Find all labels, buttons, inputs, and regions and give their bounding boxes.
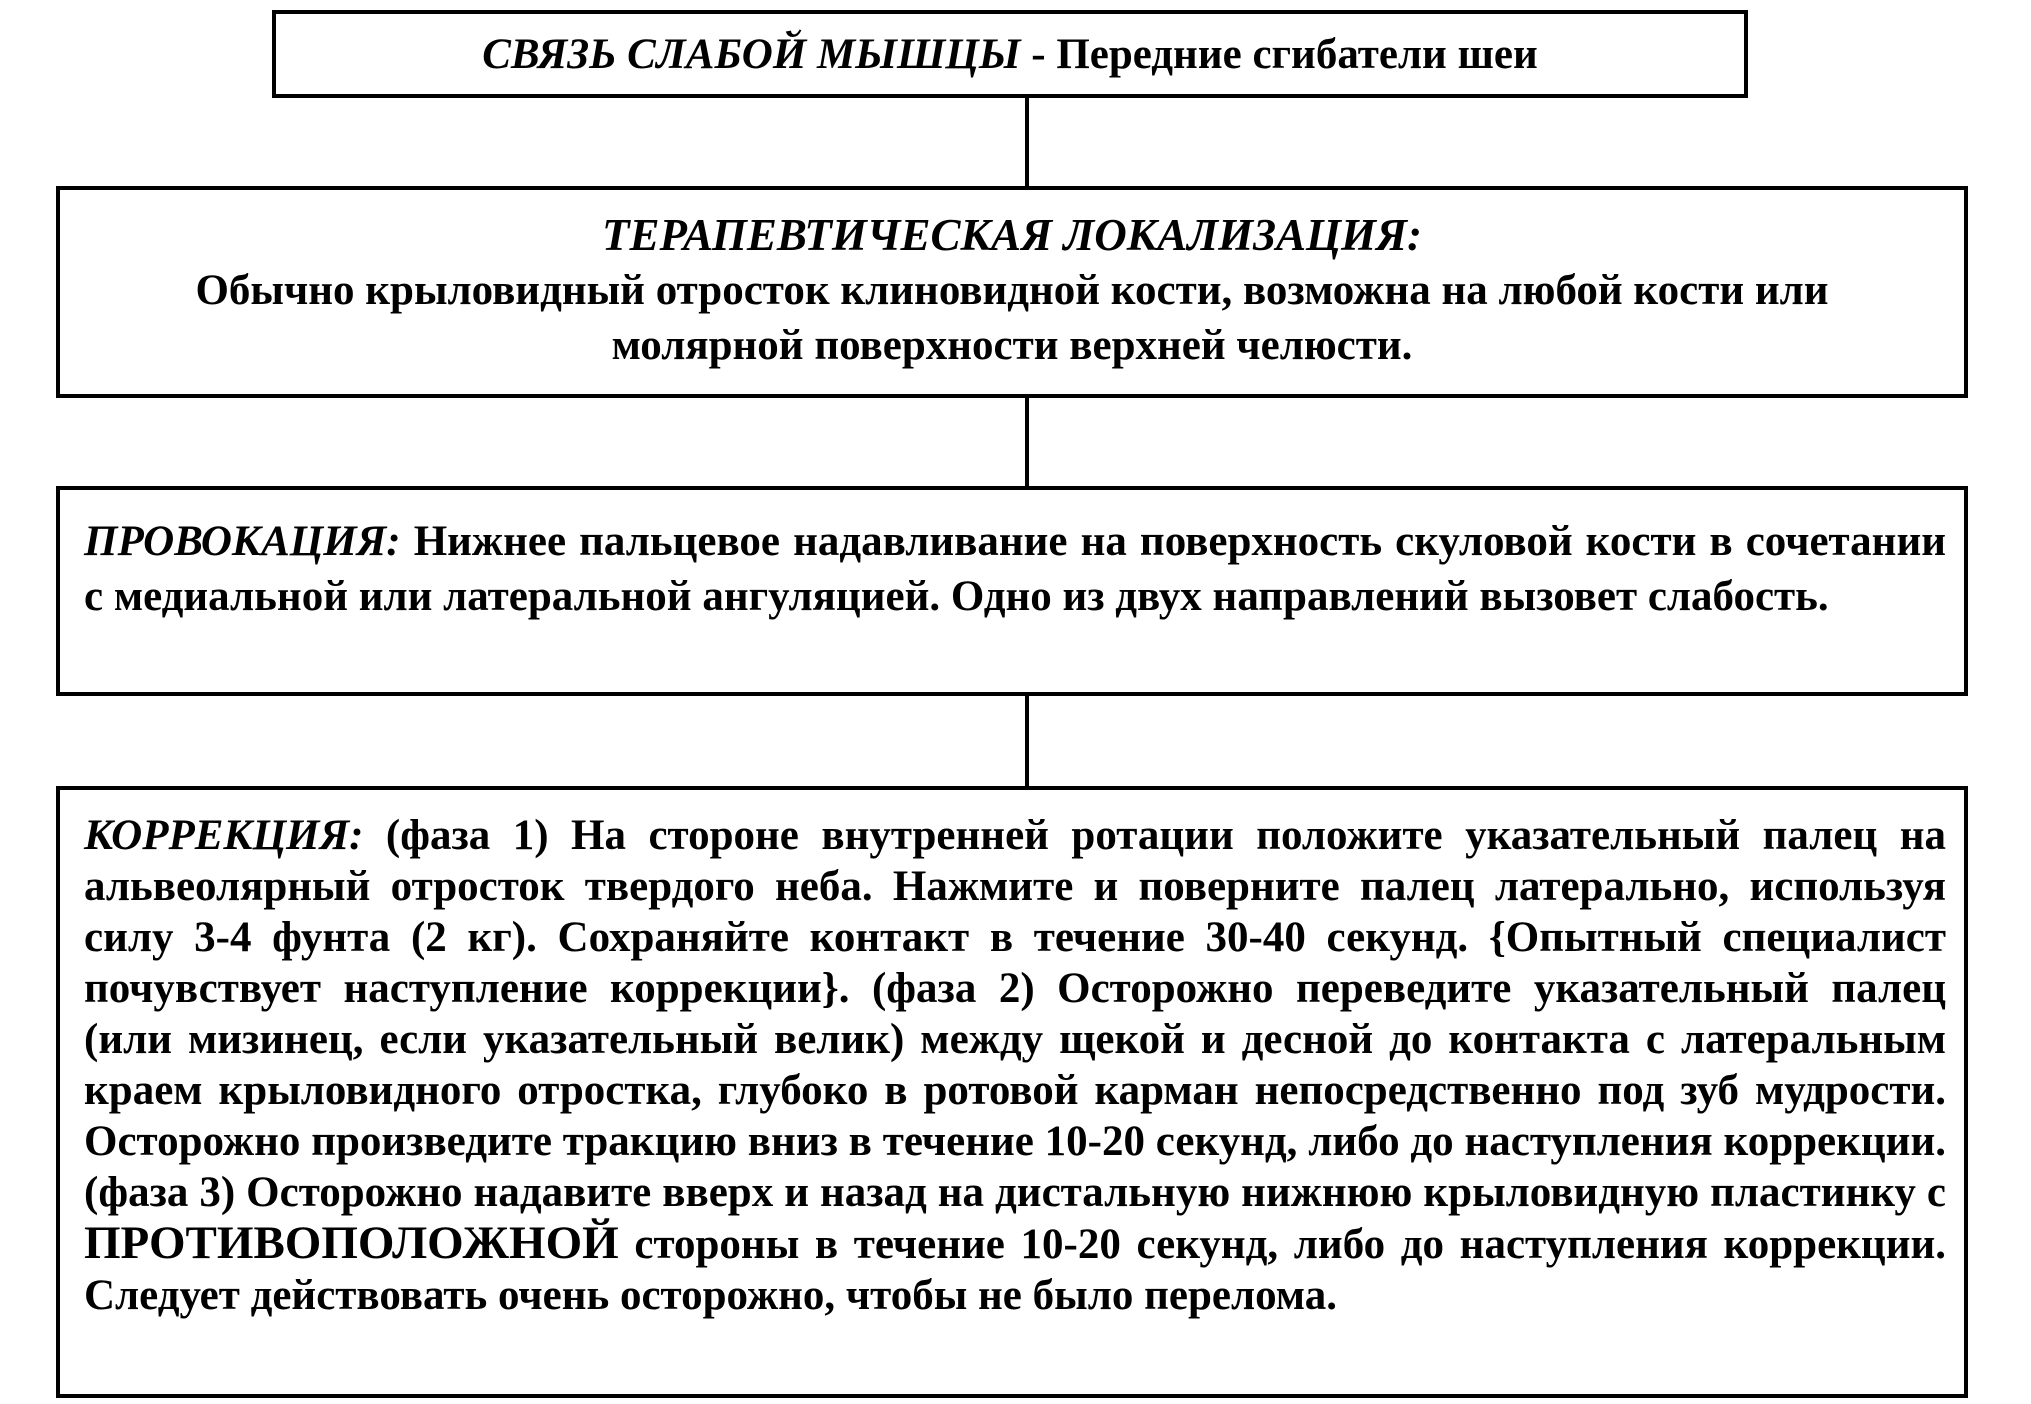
provocation-label: ПРОВОКАЦИЯ: <box>84 518 401 565</box>
correction-label: КОРРЕКЦИЯ: <box>84 812 364 859</box>
therapeutic-location-label: ТЕРАПЕВТИЧЕСКАЯ ЛОКАЛИЗАЦИЯ: <box>601 210 1423 260</box>
therapeutic-location-box <box>56 186 1968 398</box>
connector-line-2 <box>1025 398 1029 488</box>
connector-line-1 <box>1025 98 1029 188</box>
muscle-link-label: СВЯЗЬ СЛАБОЙ МЫШЦЫ <box>482 30 1021 78</box>
provocation-text: Нижнее пальцевое надавливание на поверхность скуловой кости в сочетании с медиальной или латеральной ангуляцией. Одно из двух направлений вызовет слабость. <box>84 518 1947 620</box>
correction-emphasis: ПРОТИВОПОЛОЖНОЙ <box>84 1217 619 1269</box>
connector-line-3 <box>1025 696 1029 786</box>
muscle-link-box <box>272 10 1748 98</box>
correction-text-after: стороны в течение 10-20 секунд, либо до наступления коррекции. Следует действовать очень осторожно, чтобы не было перелома. <box>84 1221 1947 1319</box>
muscle-link-separator: - <box>1020 30 1057 78</box>
correction-box <box>56 786 1968 1398</box>
muscle-link-text <box>482 30 1538 78</box>
provocation-box <box>56 486 1968 696</box>
muscle-link-value: Передние сгибатели шеи <box>1056 30 1538 78</box>
therapeutic-location-text: Обычно крыловидный отросток клиновидной кости, возможна на любой кости или молярной поверхности верхней челюсти. <box>195 267 1829 369</box>
correction-text-before: (фаза 1) На стороне внутренней ротации положите указательный палец на альвеолярный отросток твердого неба. Нажмите и поверните палец латерально, используя силу 3-4 фунта (2 кг). Сохраняйте контакт в течение 30-40 секунд. {Опытный специалист почувствует наступление коррекции}. (фаза 2) Осторожно переведите указательный палец (или мизинец, если указательный велик) между щекой и десной до контакта с латеральным краем крыловидного отростка, глубоко в ротовой карман непосредственно под зуб мудрости. Осторожно произведите тракцию вниз в течение 10-20 секунд, либо до наступления коррекции. (фаза 3) Осторожно надавите вверх и назад на дистальную нижнюю крыловидную пластинку с <box>84 812 1946 1216</box>
